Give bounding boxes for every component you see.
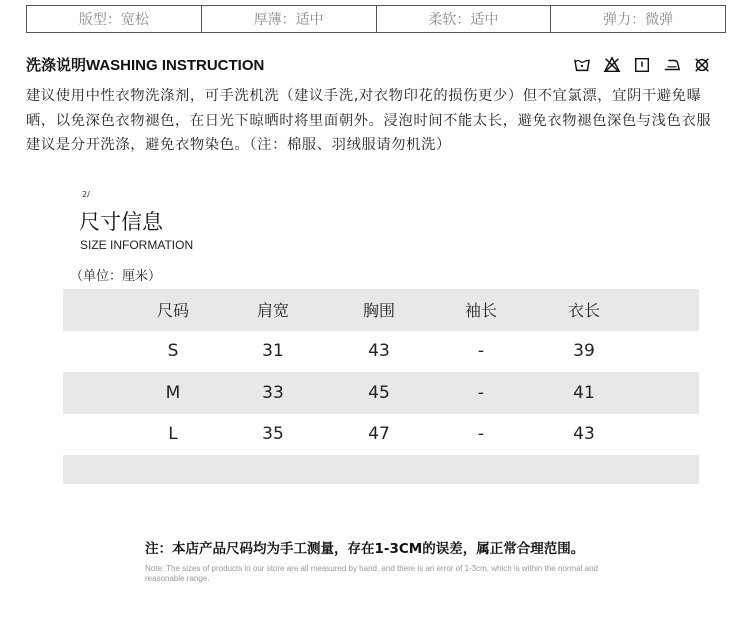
washtub-icon	[573, 56, 591, 74]
no-dryclean-icon	[693, 56, 711, 74]
section-number: 2/	[82, 190, 90, 199]
no-bleach-icon	[603, 56, 621, 74]
table-row	[63, 414, 699, 456]
size-table	[63, 289, 699, 484]
header-chest: 胸围	[362, 301, 395, 321]
washing-icons	[573, 56, 711, 74]
header-sleeve: 袖长	[464, 301, 497, 321]
cell-chest: 47	[368, 424, 390, 445]
product-properties	[26, 5, 726, 33]
table-row-empty	[63, 455, 699, 484]
property-fit: 版型：宽松	[27, 6, 202, 32]
iron-icon	[663, 56, 681, 74]
cell-shoulder: 33	[262, 382, 284, 403]
cell-chest: 45	[368, 382, 390, 403]
cell-length: 41	[573, 382, 595, 403]
measurement-note: 注：本店产品尺码均为手工测量，存在1-3CM的误差，属正常合理范围。	[145, 541, 585, 557]
measurement-note-english: Note: The sizes of products in our store are all measured by hand, and there is an error of 1-3cm, which is within the normal and reasonable range.	[145, 564, 598, 583]
property-thickness: 厚薄：适中	[202, 6, 377, 32]
property-elasticity: 弹力：微弹	[603, 12, 674, 28]
cell-chest: 43	[368, 341, 390, 362]
property-softness: 柔软：适中	[377, 6, 552, 32]
cell-shoulder: 35	[262, 424, 284, 445]
cell-sleeve: -	[477, 382, 485, 403]
washing-title: 洗涤说明WASHING INSTRUCTION	[26, 57, 265, 74]
cell-length: 43	[573, 424, 595, 445]
cell-length: 39	[573, 341, 595, 362]
cell-sleeve: -	[477, 341, 485, 362]
header-size: 尺码	[156, 301, 189, 321]
header-length: 衣长	[567, 301, 600, 321]
cell-size: L	[168, 424, 178, 445]
cell-size: S	[167, 341, 179, 362]
size-title: 尺寸信息	[79, 210, 163, 234]
size-table-header	[63, 289, 699, 331]
table-row	[63, 331, 699, 373]
cell-size: M	[165, 382, 181, 403]
cell-shoulder: 31	[262, 341, 284, 362]
size-subtitle: SIZE INFORMATION	[80, 238, 194, 252]
tumble-dry-icon	[633, 56, 651, 74]
size-unit: （单位：厘米）	[70, 269, 162, 284]
header-shoulder: 肩宽	[256, 301, 289, 321]
washing-instruction-text: 建议使用中性衣物洗涤剂，可手洗机洗（建议手洗,对衣物印花的损伤更少）但不宜氯漂，宜阴干避免曝晒，以免深色衣物褪色，在日光下晾晒时将里面朝外。浸泡时间不能太长，避免衣物褪色深色与浅色衣服建议是分开洗涤，避免衣物染色。（注：棉服、羽绒服请勿机洗）	[26, 88, 712, 153]
cell-sleeve: -	[477, 424, 485, 445]
table-row	[63, 372, 699, 414]
